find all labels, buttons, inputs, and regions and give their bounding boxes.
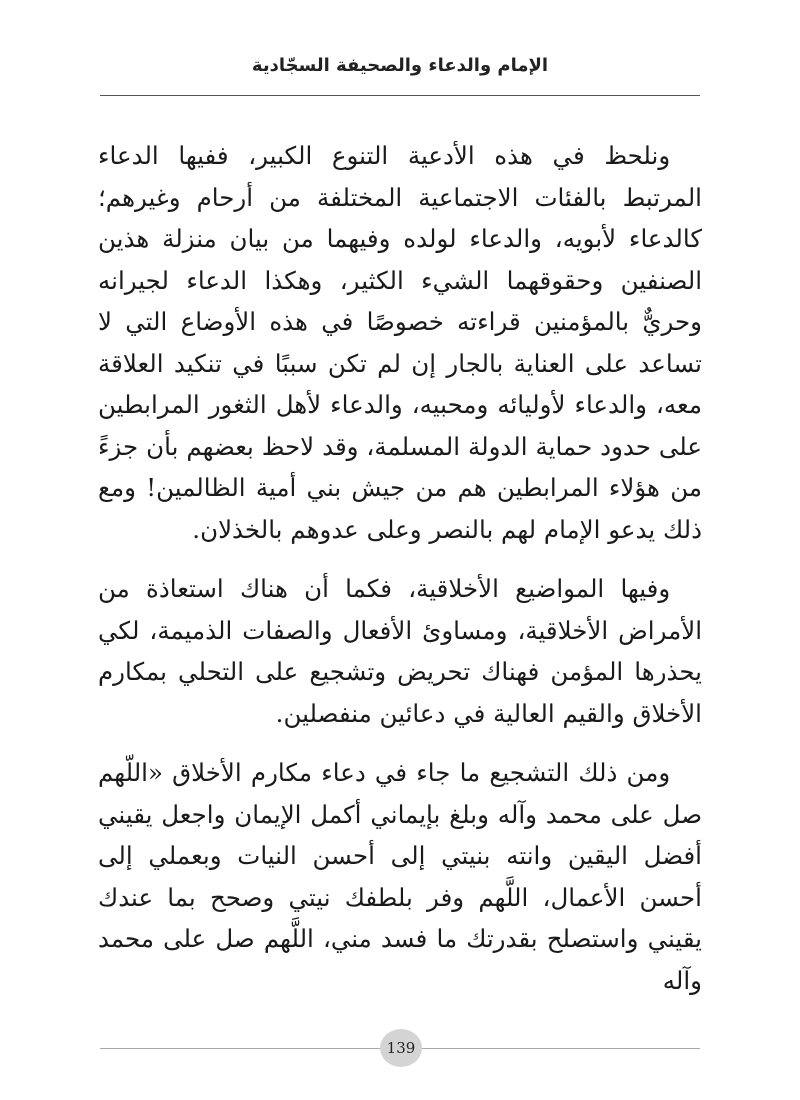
running-header-title: الإمام والدعاء والصحيفة السجّادية xyxy=(251,55,549,76)
paragraph-moral-topics: وفيها المواضيع الأخلاقية، فكما أن هناك استعاذة من الأمراض الأخلاقية، ومساوئ الأفعال والصفات الذميمة، لكي يحذرها المؤمن فهناك تحريض وتشجيع على التحلي بمكارم الأخلاق والقيم العالية في دعائين منفصلين. xyxy=(98,574,702,728)
page-number-badge: 139 xyxy=(380,1029,422,1067)
paragraph-social-supplications: ونلحظ في هذه الأدعية التنوع الكبير، ففيها الدعاء المرتبط بالفئات الاجتماعية المختلفة من أرحام وغيرهم؛ كالدعاء لأبويه، والدعاء لولده وفيهما من بيان منزلة هذين الصنفين وحقوقهما الشيء الكثير، وهكذا الدعاء لجيرانه وحريٌّ بالمؤمنين قراءته خصوصًا في هذه الأوضاع التي لا تساعد على العناية بالجار إن لم تكن سببًا في تنكيد العلاقة معه، والدعاء لأوليائه ومحبيه، والدعاء لأهل الثغور المرابطين على حدود حماية الدولة المسلمة، وقد لاحظ بعضهم بأن جزءً من هؤلاء المرابطين هم من جيش بني أمية الظالمين! ومع ذلك يدعو الإمام لهم بالنصر وعلى عدوهم بالخذلان. xyxy=(98,141,702,544)
header-divider xyxy=(100,95,700,96)
page-body xyxy=(98,135,702,1001)
paragraph-noble-character-prayer: ومن ذلك التشجيع ما جاء في دعاء مكارم الأخلاق «اللّهم صل على محمد وآله وبلغ بإيماني أكمل الإيمان واجعل يقيني أفضل اليقين وانته بنيتي إلى أحسن النيات وبعملي إلى أحسن الأعمال، اللَّهم وفر بلطفك نيتي وصحح بما عندك يقيني واستصلح بقدرتك ما فسد مني، اللَّهم صل على محمد وآله xyxy=(98,758,702,995)
